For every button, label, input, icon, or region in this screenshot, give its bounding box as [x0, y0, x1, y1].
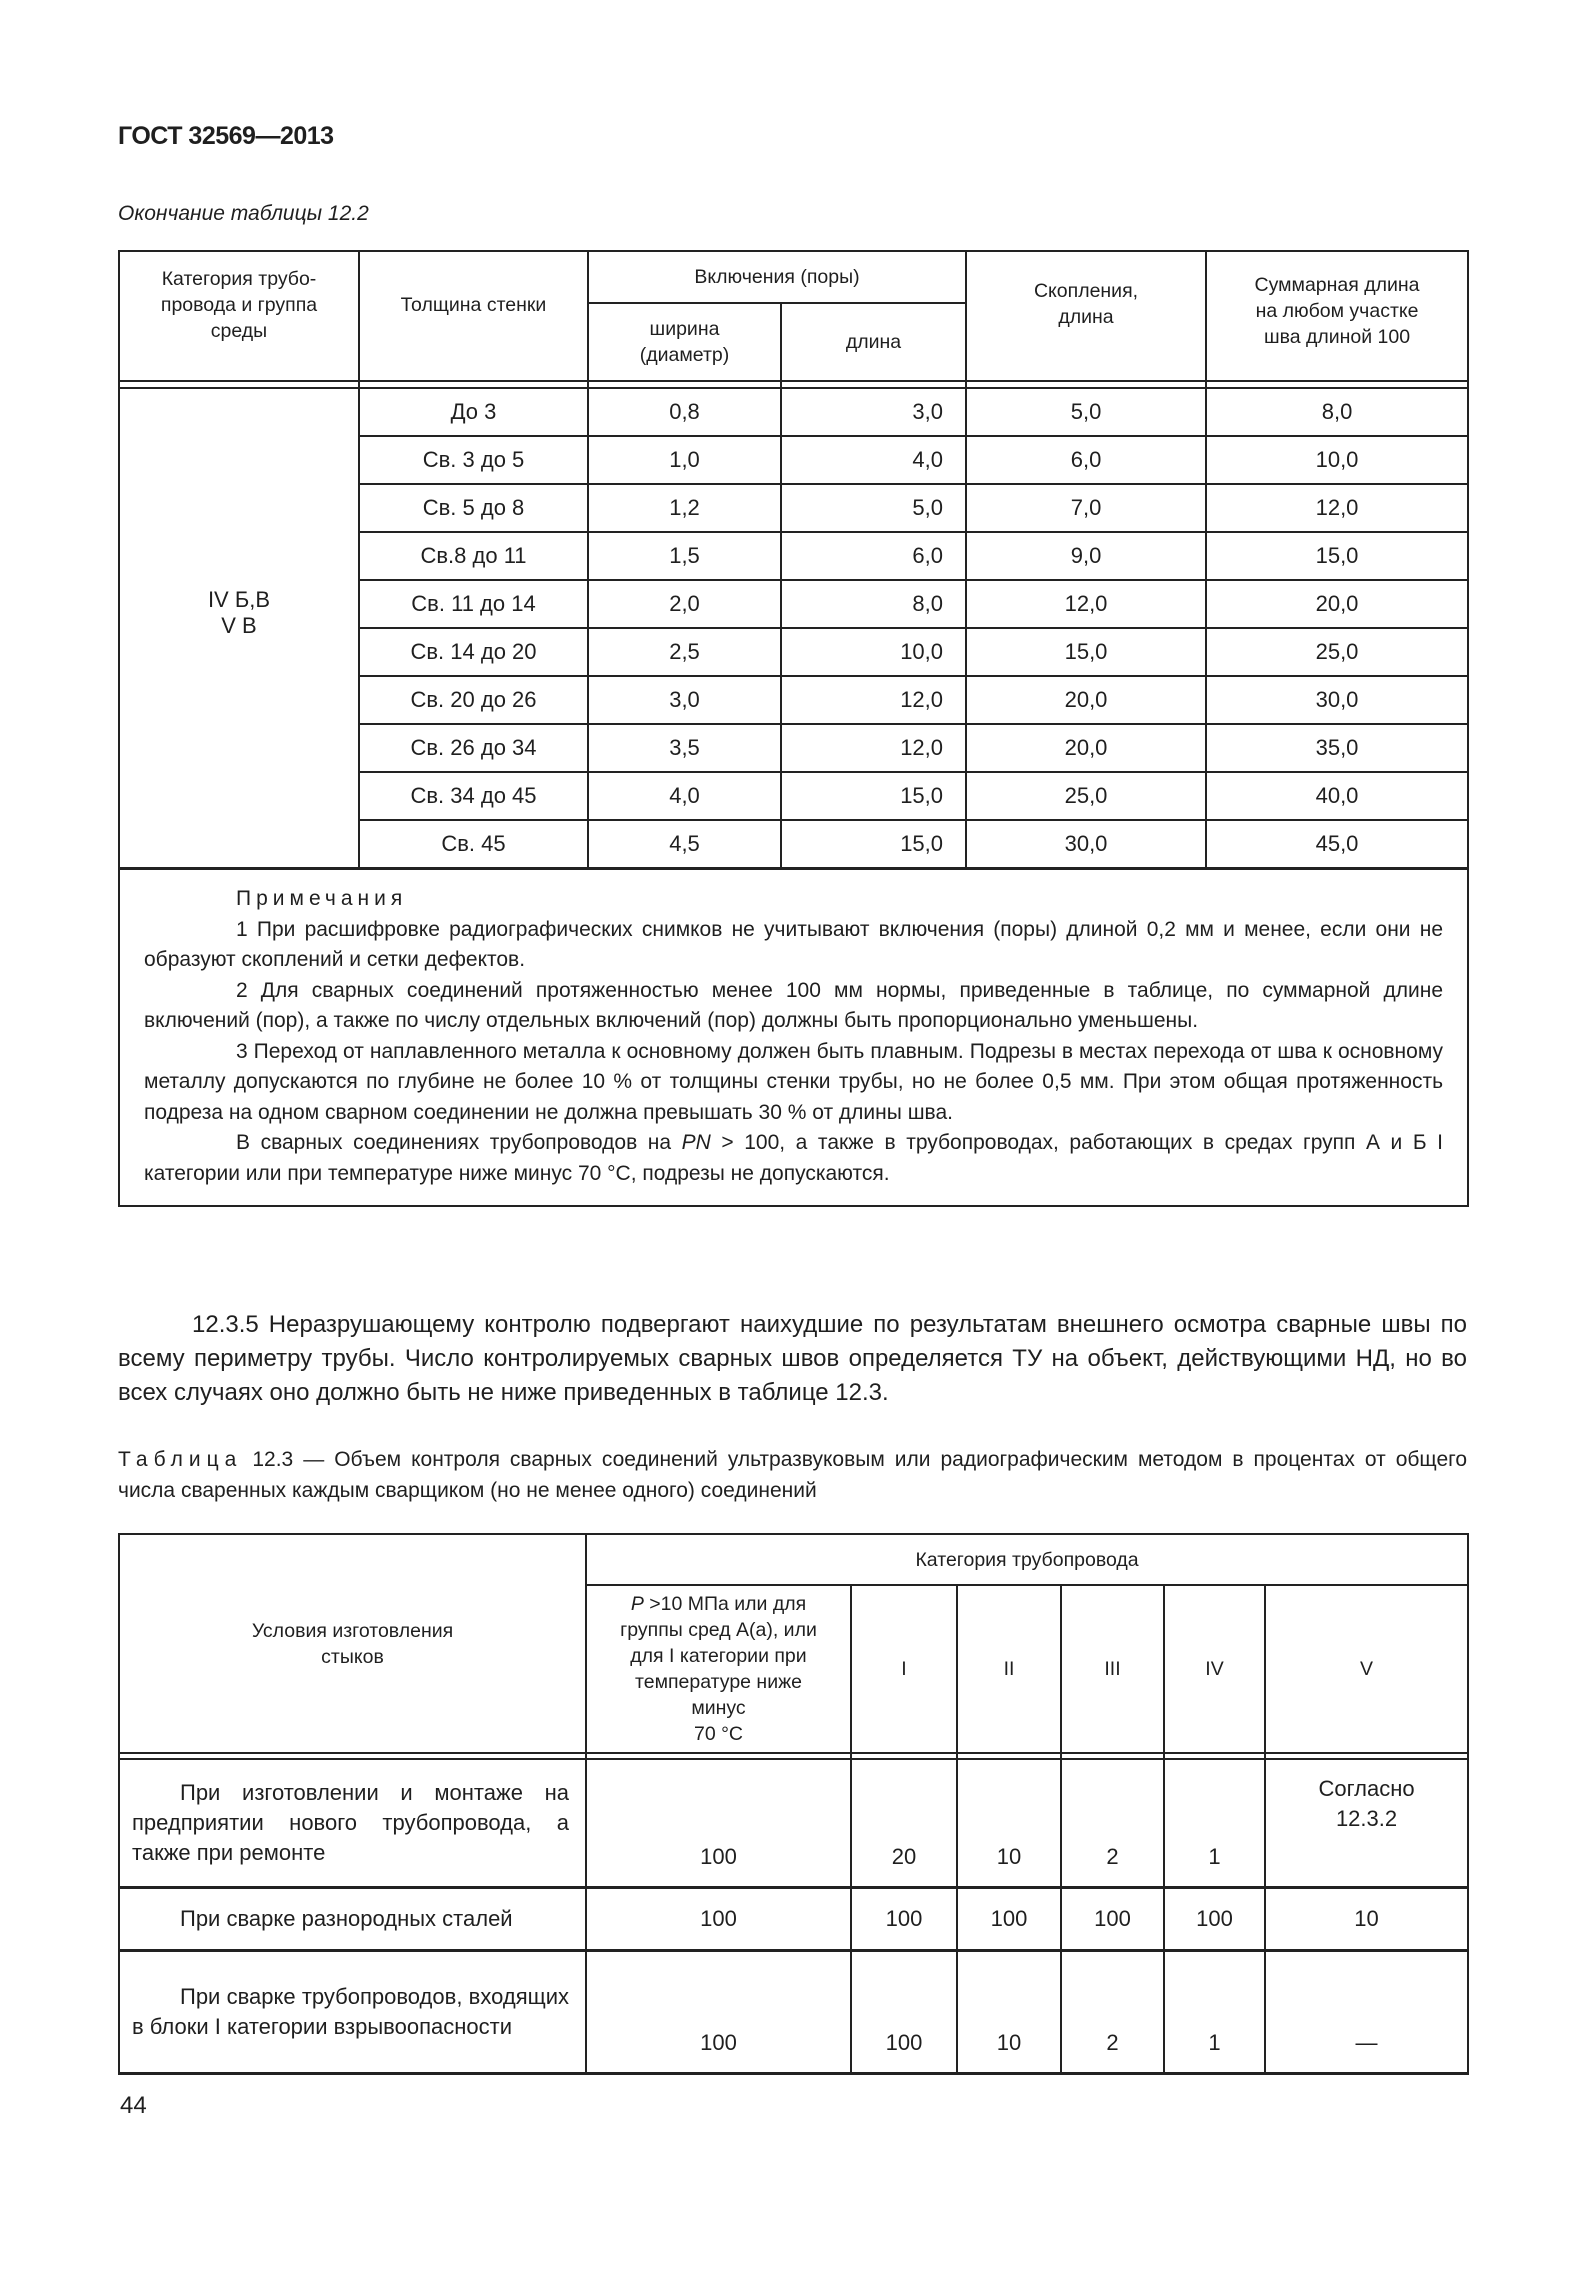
- cell-special: 100: [586, 1759, 851, 1888]
- header-line: [587, 1591, 850, 1617]
- cell-cat-IV: 100: [1164, 1888, 1265, 1951]
- cell-cat-V: —: [1265, 1951, 1468, 2074]
- condition-text: При сварке трубопроводов, входящих в блоки I категории взрывоопасности: [132, 1984, 569, 2039]
- header-line: провода и группа: [160, 294, 318, 316]
- note-3: 3 Переход от наплавленного металла к основному должен быть плавным. Подрезы в местах перехода от шва к основному металлу допускаются по глубине не более 10 % от толщины стенки трубы, но не более 0,5 мм. При этом общая протяженность подреза на одном сварном соединении не должна превышать 30 % от длины шва.: [144, 1039, 1444, 1124]
- header-line: стыков: [321, 1645, 384, 1668]
- cell-length: 10,0: [781, 628, 966, 676]
- header-cat-IV: IV: [1164, 1585, 1265, 1753]
- table-continuation-label: Окончание таблицы 12.2: [118, 202, 369, 225]
- cell-width: 4,5: [588, 820, 781, 869]
- cell-cat-II: 10: [957, 1759, 1061, 1888]
- cell-total: 20,0: [1206, 580, 1468, 628]
- cell-width: 2,5: [588, 628, 781, 676]
- cell-cat-I: 100: [851, 1888, 957, 1951]
- note-4-pn: PN: [681, 1131, 711, 1154]
- cell-length: 6,0: [781, 532, 966, 580]
- paragraph-12-3-5: 12.3.5 Неразрушающему контролю подвергают наихудшие по результатам внешнего осмотра сварные швы по всему периметру трубы. Число контролируемых сварных швов определяется ТУ на объект, действующими НД, но во всех случаях оно должно быть не ниже приведенных в таблице 12.3.: [118, 1311, 1467, 1406]
- header-clusters: [966, 251, 1206, 381]
- cell-condition: [119, 1888, 586, 1951]
- cell-total: 15,0: [1206, 532, 1468, 580]
- header-line: минус: [691, 1697, 746, 1719]
- notes-title: Примечания: [236, 887, 408, 910]
- header-length: длина: [781, 303, 966, 381]
- header-cat-I: I: [851, 1585, 957, 1753]
- cell-length: 12,0: [781, 724, 966, 772]
- cell-cat-V: 10: [1265, 1888, 1468, 1951]
- cell-clusters: 20,0: [966, 724, 1206, 772]
- cell-width: 1,5: [588, 532, 781, 580]
- cell-thickness: Св. 3 до 5: [359, 436, 588, 484]
- header-width: [588, 303, 781, 381]
- header-wall-thickness: [359, 251, 588, 381]
- cell-thickness: Св. 26 до 34: [359, 724, 588, 772]
- cell-cat-III: 2: [1061, 1951, 1164, 2074]
- cell-total: 10,0: [1206, 436, 1468, 484]
- cell-clusters: 5,0: [966, 388, 1206, 436]
- header-line: Категория трубо-: [161, 268, 317, 290]
- pressure-symbol: P: [630, 1593, 644, 1615]
- cell-clusters: 12,0: [966, 580, 1206, 628]
- cell-thickness: Св. 45: [359, 820, 588, 869]
- header-total-length: [1206, 251, 1468, 381]
- header-inclusions: Включения (поры): [588, 251, 966, 303]
- cell-special: 100: [586, 1888, 851, 1951]
- table-12-3: [118, 1533, 1469, 2075]
- header-line: на любом участке: [1255, 300, 1419, 322]
- header-cat-III: III: [1061, 1585, 1164, 1753]
- cell-width: 3,5: [588, 724, 781, 772]
- table-row: [119, 1951, 1468, 2074]
- page-number: 44: [120, 2092, 147, 2119]
- cell-total: 8,0: [1206, 388, 1468, 436]
- caption-label: Таблица: [118, 1448, 243, 1471]
- table-12-2: [118, 250, 1469, 1207]
- header-line: для I категории при: [630, 1645, 807, 1667]
- cell-clusters: 9,0: [966, 532, 1206, 580]
- table-notes: [119, 869, 1468, 1207]
- note-1: 1 При расшифровке радиографических снимков не учитывают включения (поры) длиной 0,2 мм и менее, если они не образуют скоплений и сетки дефектов.: [144, 917, 1444, 971]
- cell-length: 8,0: [781, 580, 966, 628]
- cell-total: 40,0: [1206, 772, 1468, 820]
- header-line: Суммарная длина: [1254, 274, 1420, 296]
- header-pipeline-category: Категория трубопровода: [586, 1534, 1468, 1585]
- table-12-3-caption: [118, 1444, 1467, 1506]
- cell-condition: [119, 1759, 586, 1888]
- table-row: [119, 1888, 1468, 1951]
- cell-thickness: Св. 34 до 45: [359, 772, 588, 820]
- header-text: >10 МПа или для: [643, 1593, 807, 1615]
- table-row: [119, 388, 1468, 436]
- cell-width: 0,8: [588, 388, 781, 436]
- header-line: 70 °С: [694, 1723, 743, 1745]
- note-4-prefix: В сварных соединениях трубопроводов на: [236, 1131, 682, 1154]
- cell-total: 45,0: [1206, 820, 1468, 869]
- note-4-suffix: > 100, а также в трубопроводах, работающих в средах групп А и Б I категории или при температуре ниже минус 70 °С, подрезы не допускаются.: [144, 1131, 1444, 1185]
- cell-total: 25,0: [1206, 628, 1468, 676]
- cell-clusters: 25,0: [966, 772, 1206, 820]
- cell-clusters: 20,0: [966, 676, 1206, 724]
- cell-special: 100: [586, 1951, 851, 2074]
- cell-width: 1,0: [588, 436, 781, 484]
- header-line: среды: [210, 320, 268, 342]
- cell-total: 35,0: [1206, 724, 1468, 772]
- cell-clusters: 30,0: [966, 820, 1206, 869]
- cell-cat-III: 2: [1061, 1759, 1164, 1888]
- cell-total: 12,0: [1206, 484, 1468, 532]
- cell-line: 12.3.2: [1335, 1806, 1398, 1831]
- category-cell: [119, 388, 359, 869]
- caption-text: — Объем контроля сварных соединений ультразвуковым или радиографическим методом в процентах от общего числа сваренных каждым сварщиком (но не менее одного) соединений: [118, 1448, 1467, 1502]
- condition-text: При изготовлении и монтаже на предприятии нового трубопровода, а также при ремонте: [132, 1780, 569, 1865]
- cell-width: 2,0: [588, 580, 781, 628]
- header-conditions: [119, 1534, 586, 1753]
- category-line: V В: [221, 613, 257, 638]
- cell-cat-III: 100: [1061, 1888, 1164, 1951]
- category-line: IV Б,В: [207, 587, 271, 612]
- header-line: длина: [1058, 306, 1114, 328]
- header-line: Толщина стенки: [400, 294, 547, 316]
- cell-clusters: 15,0: [966, 628, 1206, 676]
- cell-condition: [119, 1951, 586, 2074]
- cell-cat-II: 100: [957, 1888, 1061, 1951]
- header-line: группы сред А(а), или: [620, 1619, 817, 1641]
- header-line: температуре ниже: [635, 1671, 802, 1693]
- cell-width: 4,0: [588, 772, 781, 820]
- header-line: шва длиной 100: [1263, 326, 1411, 348]
- table-row: [119, 1759, 1468, 1888]
- cell-length: 5,0: [781, 484, 966, 532]
- header-line: (диаметр): [639, 344, 730, 366]
- header-category: [119, 251, 359, 381]
- cell-width: 3,0: [588, 676, 781, 724]
- cell-length: 15,0: [781, 820, 966, 869]
- header-line: Скопления,: [1033, 280, 1139, 302]
- header-line: Условия изготовления: [251, 1619, 454, 1642]
- header-line: ширина: [649, 318, 720, 340]
- cell-length: 4,0: [781, 436, 966, 484]
- header-cat-V: V: [1265, 1585, 1468, 1753]
- cell-thickness: Св. 20 до 26: [359, 676, 588, 724]
- cell-cat-I: 100: [851, 1951, 957, 2074]
- cell-cat-II: 10: [957, 1951, 1061, 2074]
- header-cat-II: II: [957, 1585, 1061, 1753]
- cell-thickness: Св. 14 до 20: [359, 628, 588, 676]
- cell-clusters: 6,0: [966, 436, 1206, 484]
- cell-thickness: Св.8 до 11: [359, 532, 588, 580]
- caption-number: 12.3: [242, 1448, 294, 1471]
- note-4: [144, 1128, 1443, 1189]
- cell-line: Согласно: [1318, 1776, 1415, 1801]
- cell-cat-V: [1265, 1759, 1468, 1888]
- cell-clusters: 7,0: [966, 484, 1206, 532]
- cell-thickness: Св. 5 до 8: [359, 484, 588, 532]
- cell-cat-I: 20: [851, 1759, 957, 1888]
- note-2: 2 Для сварных соединений протяженностью менее 100 мм нормы, приведенные в таблице, по суммарной длине включений (пор), а также по числу отдельных включений (пор) должны быть пропорционально уменьшены.: [144, 978, 1444, 1032]
- cell-cat-IV: 1: [1164, 1951, 1265, 2074]
- cell-width: 1,2: [588, 484, 781, 532]
- cell-thickness: Св. 11 до 14: [359, 580, 588, 628]
- document-code: ГОСТ 32569—2013: [118, 122, 334, 150]
- cell-length: 12,0: [781, 676, 966, 724]
- header-special-conditions: [586, 1585, 851, 1753]
- cell-total: 30,0: [1206, 676, 1468, 724]
- cell-length: 3,0: [781, 388, 966, 436]
- cell-cat-IV: 1: [1164, 1759, 1265, 1888]
- cell-thickness: До 3: [359, 388, 588, 436]
- cell-length: 15,0: [781, 772, 966, 820]
- condition-text: При сварке разнородных сталей: [180, 1906, 513, 1931]
